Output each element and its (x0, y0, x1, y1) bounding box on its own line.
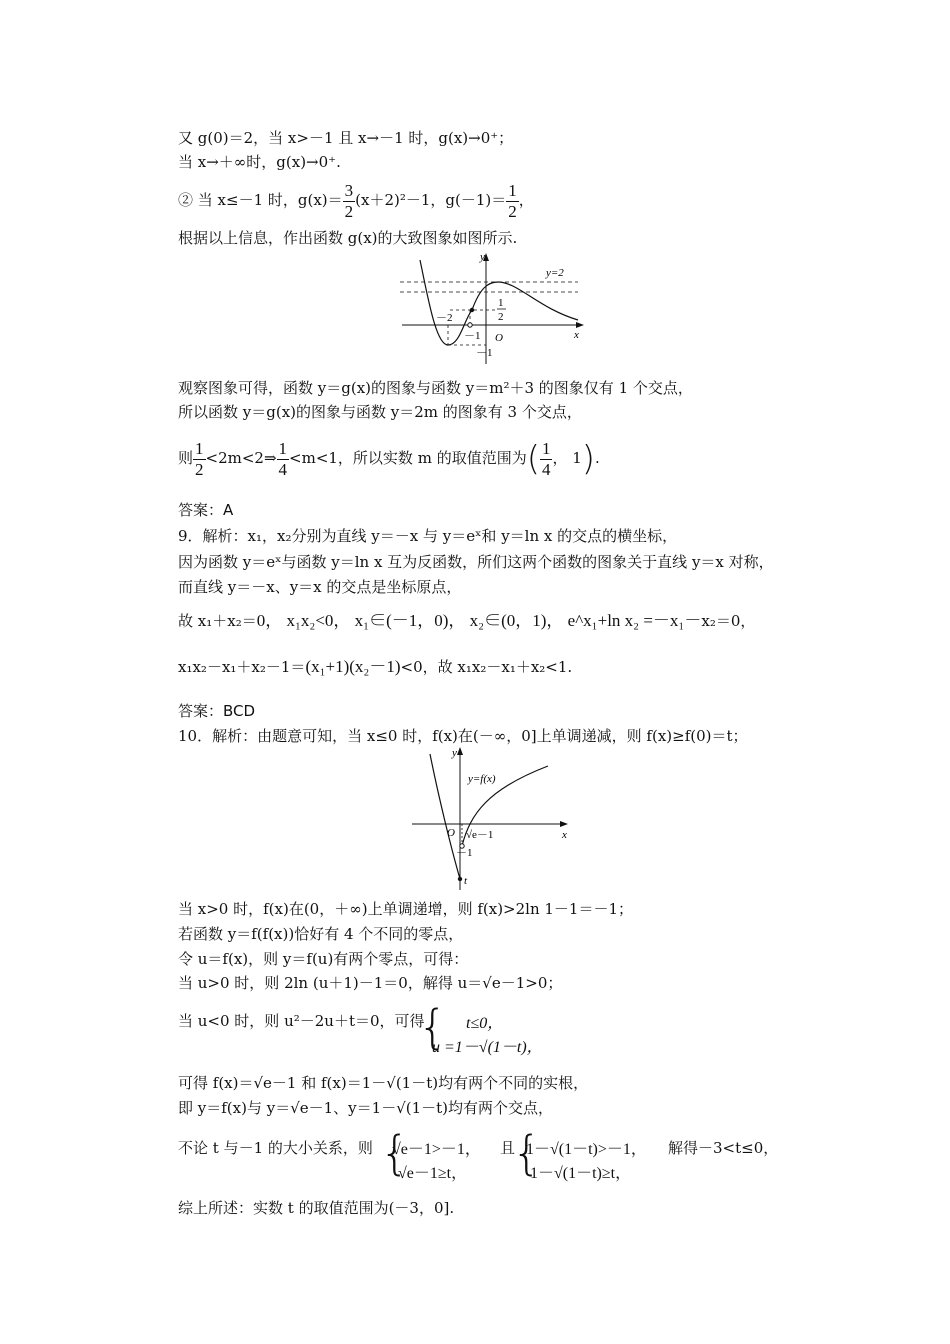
denominator: 2 (508, 201, 517, 221)
text-segment: <2m<2⇒ (205, 449, 277, 467)
system-row: √e－1>－1， (392, 1141, 481, 1158)
text-line: 当 u>0 时，则 2ln (u＋1)－1＝0，解得 u＝√e－1>0； (178, 974, 563, 992)
text-line: 又 g(0)＝2，当 x>－1 且 x→－1 时，g(x)→0⁺； (178, 129, 514, 147)
text-line-fractions (178, 180, 534, 222)
y-arrow (457, 747, 463, 755)
x-arrow (560, 821, 568, 827)
text-line: 所以函数 y＝g(x)的图象与函数 y＝2m 的图象有 3 个交点， (178, 403, 582, 421)
text-segment: ， (518, 191, 534, 209)
text-line: 根据以上信息，作出函数 g(x)的大致图象如图所示. (178, 229, 518, 247)
text-segment: <m<1，所以实数 m 的取值范围为 (289, 449, 527, 467)
neg1-x-label: －1 (464, 330, 481, 342)
denominator: 2 (344, 201, 354, 221)
numerator: 1 (195, 438, 204, 458)
text-segment: 解得－3<t≤0， (668, 1139, 779, 1157)
text-line: 而直线 y＝－x、y＝x 的交点是坐标原点， (178, 578, 462, 596)
system-row: u =1－√(1－t)， (432, 1039, 543, 1056)
x-arrow (576, 322, 584, 328)
numerator: 1 (508, 180, 517, 200)
fraction-1-2 (506, 181, 519, 222)
neg1-label: －1 (456, 847, 473, 859)
curve-label: y=f(x) (468, 773, 496, 785)
curve-right (472, 282, 578, 320)
text-segment: 且 (500, 1139, 516, 1157)
text-line: 当 x>0 时，f(x)在(0，＋∞)上单调递增，则 f(x)>2ln 1－1＝－1； (178, 900, 634, 918)
open-paren: ( (526, 439, 540, 479)
answer-label: 答案：BCD (178, 702, 256, 720)
neg2-label: －2 (436, 312, 453, 324)
curve-left (430, 754, 460, 879)
origin-label: O (495, 332, 503, 344)
half-numerator: 1 (498, 297, 504, 309)
text-line: 当 x→＋∞时，g(x)→0⁺. (178, 153, 341, 171)
text-line: 因为函数 y＝eˣ与函数 y＝ln x 互为反函数，所们这两个函数的图象关于直线 y＝x 对称， (178, 553, 774, 571)
text-line: 9．解析：x₁，x₂分别为直线 y＝－x 与 y＝eˣ和 y＝ln x 的交点的横坐标， (178, 527, 678, 545)
text-segment: ， 1 (552, 449, 582, 467)
text-line: 观察图象可得，函数 y＝g(x)的图象与函数 y＝m²＋3 的图象仅有 1 个交点， (178, 379, 693, 397)
t-label: t (464, 875, 468, 887)
text-line: 若函数 y＝f(f(x))恰好有 4 个不同的零点， (178, 925, 464, 943)
y-label: y (452, 747, 457, 759)
text-segment: 则 (178, 449, 194, 467)
text-segment: x₂＝0， (701, 612, 756, 630)
text-line: 令 u＝f(x)，则 y＝f(u)有两个零点，可得： (178, 950, 469, 968)
system-row: t≤0， (466, 1015, 504, 1032)
text-segment: (x＋2)²－1，g(－1)＝ (355, 191, 507, 209)
text-line: 不论 t 与－1 的大小关系，则 (178, 1139, 373, 1157)
point-filled (470, 308, 474, 312)
text-segment: x₁x₂－x₁＋x₂－1＝ (178, 658, 306, 676)
fraction-1-4 (277, 439, 290, 480)
denominator: 4 (541, 459, 551, 479)
x-label: x (562, 829, 567, 841)
root-label: √e－1 (466, 829, 494, 841)
point-open (468, 323, 472, 327)
text-line: 可得 f(x)＝√e－1 和 f(x)＝1－√(1－t)均有两个不同的实根， (178, 1074, 589, 1092)
system-row: 1－√(1－t)≥t， (530, 1165, 632, 1182)
y-label: y (480, 251, 485, 263)
x-label: x (574, 329, 579, 341)
answer-label: 答案：A (178, 501, 234, 519)
text-line-fractions: 则 $\frac{1}{2}$ <2m<2⇒ $\frac{1}{4}$ <m<1，所以实数 m 的取值范围为( $\frac{1}{4}$ ， 1). (178, 438, 600, 479)
brace: { (380, 1126, 410, 1180)
text-line: 即 y＝f(x)与 y＝√e－1、y＝1－√(1－t)均有两个交点， (178, 1099, 554, 1117)
point-t (458, 877, 462, 881)
text-line: 10．解析：由题意可知，当 x≤0 时，f(x)在(－∞，0]上单调递减，则 f(x)≥f(0)＝t； (178, 727, 748, 745)
text-line: 当 u<0 时，则 u²－2u＋t＝0，可得 (178, 1012, 425, 1030)
fraction-1-4-range (540, 439, 553, 480)
fraction-3-2 (343, 181, 356, 222)
graph-g-x (398, 248, 588, 368)
numerator: 1 (541, 438, 551, 458)
graph-f-x (408, 744, 578, 894)
text-line: 综上所述：实数 t 的取值范围为(－3，0]. (178, 1199, 455, 1217)
text-line (178, 604, 755, 638)
text-segment: <0，故 x₁x₂－x₁＋x₂<1. (400, 658, 573, 676)
half-denominator: 2 (498, 311, 504, 323)
math-segment: (x₁+1)(x₂－1) (305, 657, 401, 676)
denominator: 4 (278, 459, 288, 479)
system-row: 1－√(1－t)>－1， (526, 1141, 647, 1158)
text-segment: ② 当 x≤－1 时，g(x)＝ (178, 191, 343, 209)
brace: { (418, 1000, 448, 1054)
origin-label: O (447, 827, 455, 839)
math-segment: 0， x₁x₂<0， x₁∈(－1，0)， x₂∈(0，1)， e^x₁+ln x₂ =－x₁－ (256, 611, 702, 630)
brace: { (512, 1126, 542, 1180)
neg1-y-label: －1 (476, 347, 493, 359)
line-label: y=2 (546, 267, 564, 279)
system-row: √e－1≥t， (398, 1165, 468, 1182)
close-paren: ) (581, 439, 596, 479)
text-line (178, 650, 572, 684)
numerator: 3 (344, 180, 354, 200)
text-segment: 故 x₁＋x₂＝ (178, 612, 257, 630)
fraction-1-2 (193, 439, 206, 480)
denominator: 2 (195, 459, 204, 479)
numerator: 1 (278, 438, 288, 458)
